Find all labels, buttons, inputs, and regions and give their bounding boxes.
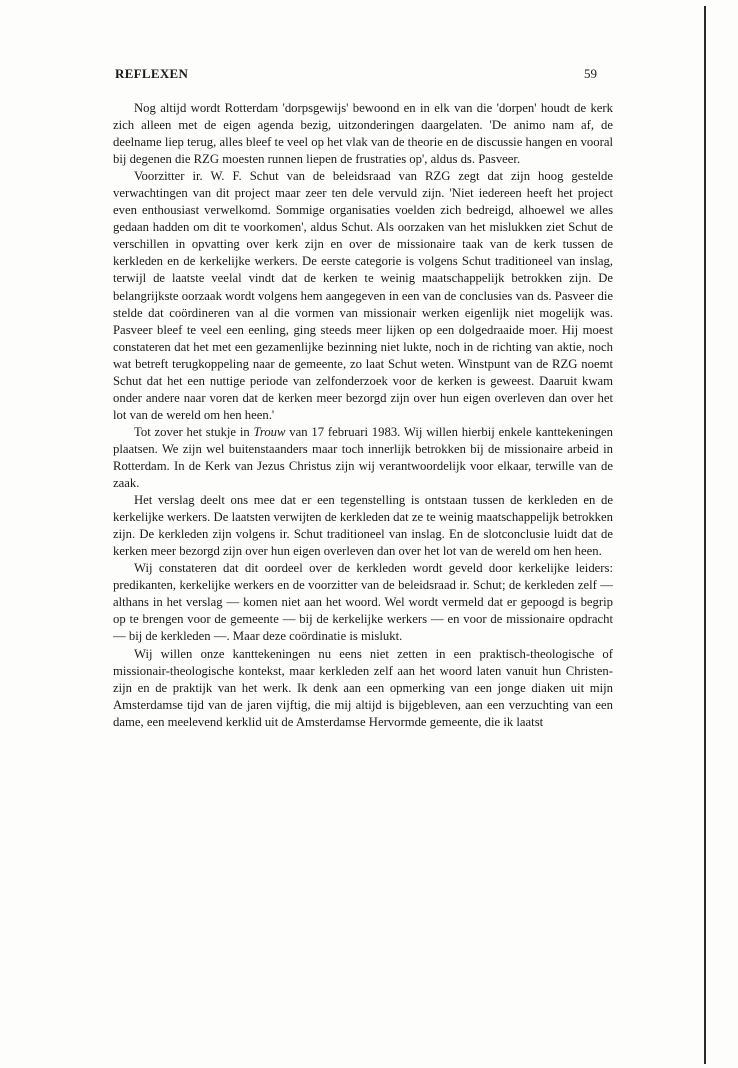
article-body xyxy=(113,100,613,731)
paragraph: Wij constateren dat dit oordeel over de kerkleden wordt geveld door kerkelijke leiders: predikanten, kerkelijke werkers en de voorzitter van de beleidsraad ir. Schut; de kerkleden zelf — althans in het verslag — komen niet aan het woord. Wel wordt vermeld dat er gepoogd is begrip op te brengen voor de gemeente — bij de kerkelijke werkers — en voor de missionaire opdracht — bij de kerkleden —. Maar deze coördinatie is mislukt. xyxy=(113,561,613,644)
paragraph: Wij willen onze kanttekeningen nu eens niet zetten in een praktisch-theologische of missionair-theologische kontekst, maar kerkleden zelf aan het woord laten vanuit hun Christen-zijn en de praktijk van het werk. Ik denk aan een opmerking van een jonge diaken uit mijn Amsterdamse tijd van de jaren vijftig, die mij altijd is bijgebleven, aan een verzuchting van een dame, een meelevend kerklid uit de Amsterdamse Hervormde gemeente, die ik laatst xyxy=(113,646,613,729)
running-head: REFLEXEN xyxy=(115,66,189,81)
page-edge-divider xyxy=(704,6,706,1064)
paragraph: Nog altijd wordt Rotterdam 'dorpsgewijs' bewoond en in elk van die 'dorpen' houdt de kerk zich alleen met de eigen agenda bezig, uitzonderingen daargelaten. 'De animo nam af, de deelname liep terug, alles bleef te veel op het vlak van de theorie en de discussie hangen en vooral bij degenen die RZG moesten runnen liepen de frustraties op', aldus ds. Pasveer. xyxy=(113,101,613,167)
paragraph: Voorzitter ir. W. F. Schut van de beleidsraad van RZG zegt dat zijn hoog gestelde verwachtingen van dit project maar zeer ten dele vervuld zijn. 'Niet iedereen heeft het project even enthousiast verwelkomd. Sommige organisaties voelden zich bedreigd, alhoewel we alles gedaan hadden om dit te voorkomen', aldus Schut. Als oorzaken van het mislukken ziet Schut de verschillen in opvatting over kerk zijn en over de missionaire taak van de kerk tussen de kerkleden en de kerkelijke werkers. De eerste categorie is volgens Schut traditioneel van inslag, terwijl de laatste veelal vindt dat de kerken te weinig maatschappelijk betrokken zijn. De belangrijkste oorzaak wordt volgens hem aangegeven in een van de conclusies van ds. Pasveer die stelde dat coördineren van al die vormen van missionair werken eigenlijk niet mogelijk was. Pasveer bleef te veel een eenling, ging steeds meer lijken op een dolgedraaide moer. Hij moest constateren dat het met een gezamenlijke bezinning niet lukte, noch in de richting van aktie, noch wat betreft terugkoppeling naar de gemeente, zo laat Schut weten. Winstpunt van de RZG noemt Schut dat het een nuttige periode van zelfonderzoek voor de kerken is geweest. Daaruit kwam onder andere naar voren dat de kerken meer bezorgd zijn over hun eigen overleven dan over het lot van de wereld om hen heen.' xyxy=(113,169,613,422)
paragraph: Tot zover het stukje in Trouw van 17 februari 1983. Wij willen hierbij enkele kanttekeningen plaatsen. We zijn wel buitenstaanders maar toch innerlijk betrokken bij de missionaire arbeid in Rotterdam. In de Kerk van Jezus Christus zijn wij verantwoordelijk voor elkaar, terwille van de zaak. xyxy=(113,424,613,491)
paragraph: Het verslag deelt ons mee dat er een tegenstelling is ontstaan tussen de kerkleden en de kerkelijke werkers. De laatsten verwijten de kerkleden dat ze te weinig maatschappelijk betrokken zijn. De kerkleden zijn volgens ir. Schut traditioneel van inslag. En de slotconclusie luidt dat de kerken meer bezorgd zijn over hun eigen overleven dan over het lot van de wereld om hen heen. xyxy=(113,493,613,559)
page-number: 59 xyxy=(584,66,597,81)
